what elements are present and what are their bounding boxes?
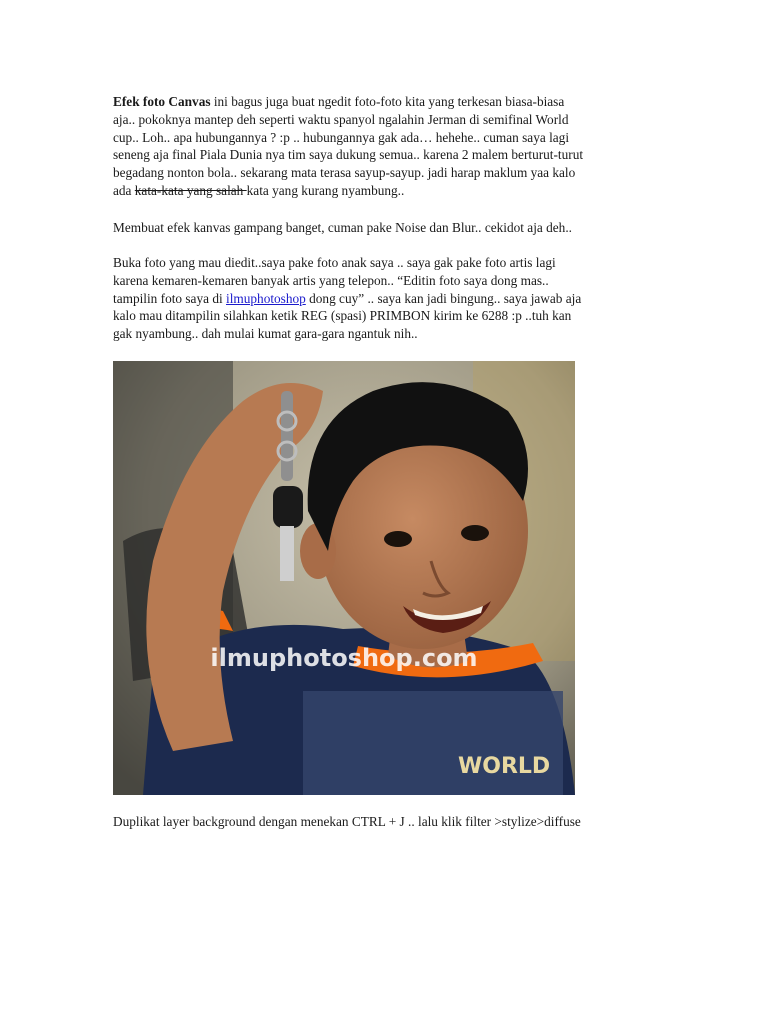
story-line-5: gak nyambung.. dah mulai kumat gara-gara ngantuk nih..	[113, 326, 418, 342]
instruction-paragraph	[113, 813, 653, 831]
story-line-2: karena kemaren-kemaren banyak artis yang telepon.. “Editin foto saya dong mas..	[113, 272, 549, 288]
boy-photo	[113, 361, 575, 795]
intro-line-2: aja.. pokoknya mantep deh seperti waktu spanyol ngalahin Jerman di semifinal World	[113, 111, 569, 127]
photo-watermark: ilmuphotoshop.com	[210, 644, 478, 672]
story-paragraph	[113, 254, 653, 343]
intro-line-1	[113, 93, 653, 111]
shirt-print-area	[303, 691, 563, 795]
intro-line-6-pre: ada	[113, 182, 135, 198]
story-line-3-post: dong cuy” .. saya kan jadi bingung.. saya jawab aja	[305, 290, 582, 306]
instruction-line-1: Duplikat layer background dengan menekan CTRL + J .. lalu klik filter >stylize>diffuse	[113, 814, 581, 829]
summary-paragraph	[113, 219, 653, 237]
shirt-text: WORLD	[458, 754, 551, 779]
story-line-3	[113, 290, 653, 308]
story-line-3-pre: tampilin foto saya di	[113, 290, 227, 306]
left-eye	[384, 531, 412, 547]
story-line-4: kalo mau ditampilin silahkan ketik REG (spasi) PRIMBON kirim ke 6288 :p ..tuh kan	[113, 308, 572, 324]
story-line-1: Buka foto yang mau diedit..saya pake foto anak saya .. saya gak pake foto artis lagi	[113, 255, 556, 270]
intro-line-6-post: kata yang kurang nyambung..	[246, 182, 405, 198]
article-title: Efek foto Canvas	[113, 94, 211, 109]
photo-illustration	[113, 361, 575, 795]
ilmuphotoshop-link[interactable]: ilmuphotoshop	[226, 290, 306, 306]
strikethrough-text: kata-kata yang salah	[134, 182, 247, 198]
intro-line-5: begadang nonton bola.. sekarang mata terasa sayup-sayup. jadi harap maklum yaa kalo	[113, 165, 576, 181]
intro-line-3: cup.. Loh.. apa hubungannya ? :p .. hubungannya gak ada… hehehe.. cuman saya lagi	[113, 129, 570, 145]
intro-paragraph	[113, 93, 653, 200]
intro-line-6	[113, 182, 653, 200]
summary-line-1: Membuat efek kanvas gampang banget, cuman pake Noise dan Blur.. cekidot aja deh..	[113, 220, 572, 235]
intro-line-1-text: ini bagus juga buat ngedit foto-foto kita yang terkesan biasa-biasa	[210, 94, 565, 109]
right-eye	[461, 525, 489, 541]
intro-line-4: seneng aja final Piala Dunia nya tim saya dukung semua.. karena 2 malem berturut-turut	[113, 147, 584, 163]
